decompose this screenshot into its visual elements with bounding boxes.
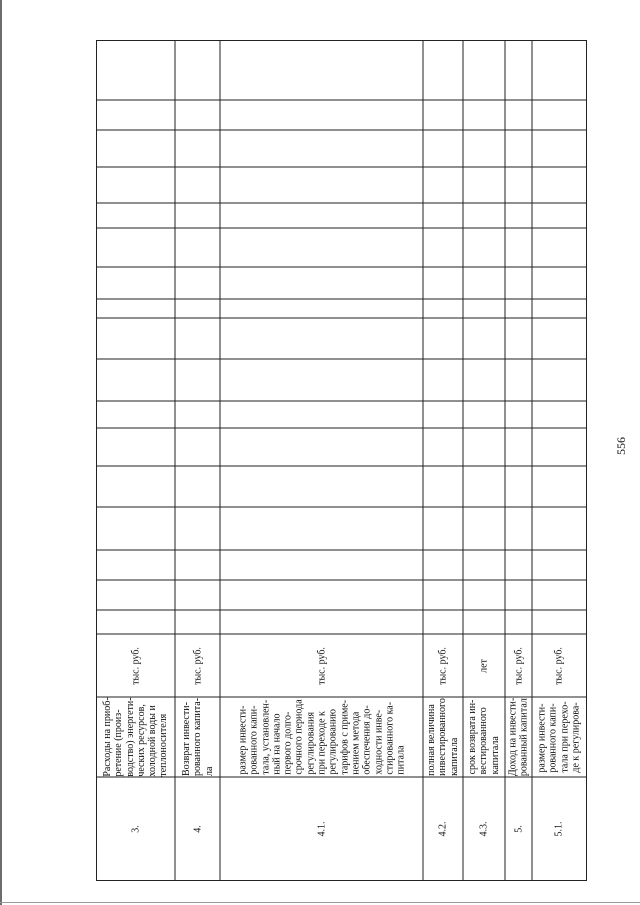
row-name-cell: Доход на инвести- рованный капитал (507, 697, 530, 777)
row-unit-cell: тыс. руб. (191, 646, 203, 685)
row-unit-cell: лет (478, 658, 490, 673)
row-number-cell: 3. (129, 824, 141, 833)
document-page: 556 3. Расходы на приоб- ретение (произ- водство) энергети- ческих ресурсов, холодной воды и теплоносителя тыс. руб. 4. Возврат инвести- рованного капита- ла тыс. руб. 4.1. размер инвести- рованного капи- тала, установлен- ный на начало первого долго- срочного периода регулирования при переходе к регулированию тарифов с приме- нением метода обеспечения до- ходности инве- стированного ка- питала тыс. руб. 4.2. полная величина инвестированного капитала тыс. руб. 4.3. срок возврата ин- вестированного капитала лет 5. Доход на инвести- рованный капитал тыс. руб. 5.1. размер инвести- рованного капи- тала при перехо- де к регулирова- тыс. руб. (0, 0, 640, 905)
row-number-cell: 4.3. (478, 821, 490, 836)
row-name-cell: полная величина инвестированного капитала (426, 698, 460, 776)
row-number-cell: 4.2. (437, 821, 449, 836)
row-unit-cell: тыс. руб. (315, 646, 327, 685)
row-name-cell: Расходы на приоб- ретение (произ- водство) энергети- ческих ресурсов, холодной воды и теплоносителя (101, 697, 170, 777)
row-number-cell: 4. (191, 824, 203, 833)
row-number-cell: 5. (512, 824, 524, 833)
row-name-cell: размер инвести- рованного капи- тала при перехо- де к регулирова- (536, 701, 582, 773)
row-number-cell: 4.1. (315, 821, 327, 836)
row-unit-cell: тыс. руб. (553, 646, 565, 685)
row-name-cell: размер инвести- рованного капи- тала, установлен- ный на начало первого долго- срочного периода регулирования при переходе к регулированию тарифов с приме- нением метода обеспечения до- ходности инве- стированного ка- питала (236, 699, 406, 775)
row-unit-cell: тыс. руб. (129, 646, 141, 685)
row-unit-cell: тыс. руб. (437, 646, 449, 685)
row-name-cell: Возврат инвести- рованного капита- ла (180, 697, 215, 777)
row-unit-cell: тыс. руб. (512, 646, 524, 685)
row-name-cell: срок возврата ин- вестированного капитала (467, 699, 501, 775)
row-number-cell: 5.1. (553, 821, 565, 836)
